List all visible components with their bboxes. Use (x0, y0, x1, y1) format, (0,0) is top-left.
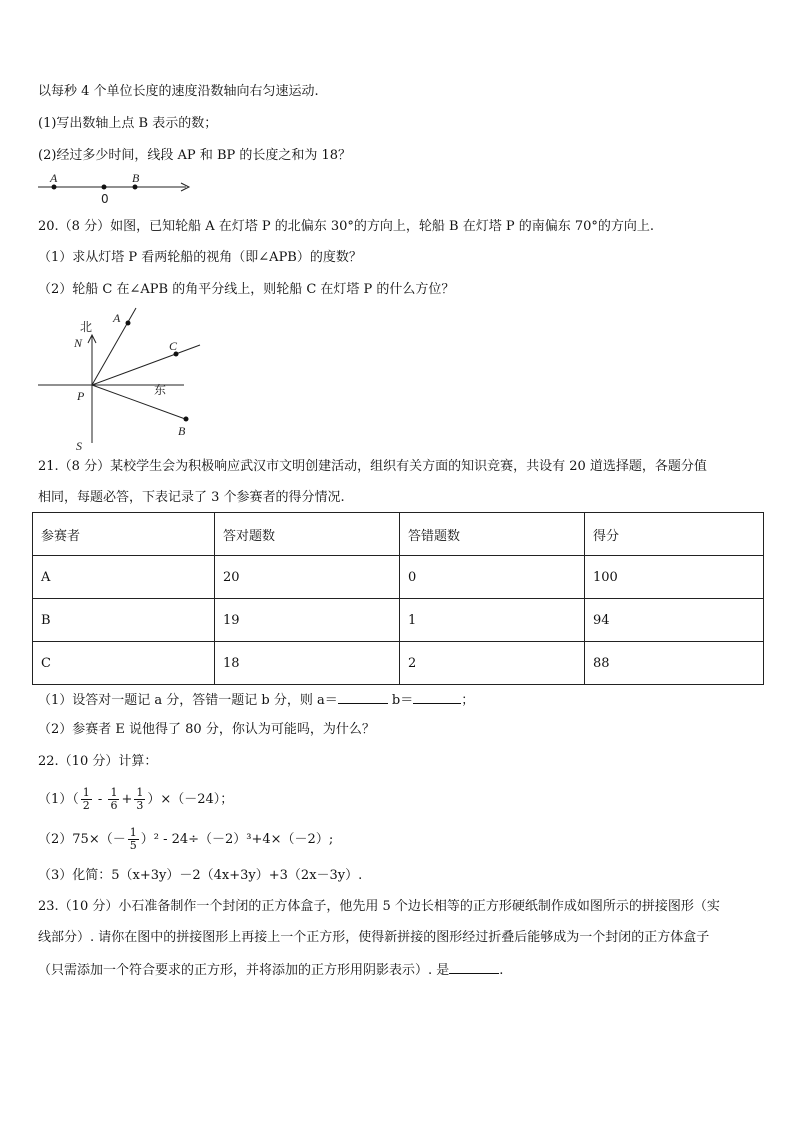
answer-blank-b[interactable] (413, 691, 461, 704)
point-b-label: B (132, 171, 140, 185)
origin-label: 0 (101, 192, 109, 206)
fraction-denominator: 6 (110, 799, 118, 812)
table-header-cell: 答错题数 (400, 513, 585, 556)
table-cell: 0 (400, 556, 585, 599)
fraction-numerator: 1 (136, 786, 144, 799)
table-cell: 100 (585, 556, 764, 599)
south-label: S (76, 439, 82, 453)
table-cell: 94 (585, 599, 764, 642)
fraction-numerator: 1 (110, 786, 118, 799)
q19-text-line: 以每秒 4 个单位长度的速度沿数轴向右匀速运动. (38, 84, 319, 99)
point-a-dot (52, 185, 57, 190)
q22-p2-suffix: ）² - 24÷（－2）³+4×（－2）; (140, 832, 334, 847)
q19-part1: (1)写出数轴上点 B 表示的数； (38, 116, 218, 131)
q22-p1-prefix: （1）（ (38, 792, 79, 807)
q23-text-line2: 线部分）. 请你在图中的拼接图形上再接上一个正方形，使得新拼接的图形经过折叠后能够成为一个封闭的正方体盒子 (38, 930, 710, 945)
fraction (128, 827, 139, 852)
q20-stem: 20.（8 分）如图，已知轮船 A 在灯塔 P 的北偏东 30°的方向上，轮船 B 在灯塔 P 的南偏东 70°的方向上. (38, 219, 655, 234)
q22-p1-suffix: ）×（－24）； (147, 792, 234, 807)
east-cn-label: 东 (154, 383, 167, 397)
fraction-denominator: 2 (82, 799, 90, 812)
q22-p2-prefix: （2）75×（－ (38, 832, 126, 847)
q21-stem-line2: 相同，每题必答，下表记录了 3 个参赛者的得分情况. (38, 490, 345, 505)
fraction (134, 787, 145, 812)
point-origin-dot (102, 185, 107, 190)
north-cn-label: 北 (80, 320, 93, 334)
table-header-cell: 参赛者 (33, 513, 215, 556)
ship-b-dot (184, 417, 189, 422)
q23-line3-end: . (499, 963, 504, 978)
number-line-figure (36, 170, 196, 206)
fraction-denominator: 3 (136, 799, 144, 812)
q22-part1 (38, 778, 233, 822)
fraction (81, 787, 92, 812)
ray-pc (92, 345, 200, 385)
q21-stem-line1: 21.（8 分）某校学生会为积极响应武汉市文明创建活动，组织有关方面的知识竞赛，共设有 20 道选择题，各题分值 (38, 459, 707, 474)
fraction-denominator: 5 (129, 839, 137, 852)
q23-line3-text: （只需添加一个符合要求的正方形，并将添加的正方形用阴影表示）. 是 (38, 963, 450, 978)
ray-pb (92, 385, 188, 420)
fraction-numerator: 1 (82, 786, 90, 799)
q21-part2: （2）参赛者 E 说他得了 80 分，你认为可能吗，为什么？ (38, 722, 375, 737)
table-cell: 88 (585, 642, 764, 685)
q22-p1-op2: + (121, 792, 133, 807)
answer-blank-q23[interactable] (449, 961, 499, 974)
table-cell: 20 (215, 556, 400, 599)
table-cell: A (33, 556, 215, 599)
table-row (33, 556, 764, 599)
north-label: N (74, 336, 83, 350)
table-cell: B (33, 599, 215, 642)
q21-part1 (38, 691, 474, 709)
q20-part1: （1）求从灯塔 P 看两轮船的视角（即∠APB）的度数？ (38, 250, 362, 265)
table-cell: 2 (400, 642, 585, 685)
q23-text-line1: 23.（10 分）小石准备制作一个封闭的正方体盒子，他先用 5 个边长相等的正方形硬纸制作成如图所示的拼接图形（实 (38, 899, 720, 914)
table-cell: C (33, 642, 215, 685)
fraction (108, 787, 119, 812)
table-header-row (33, 513, 764, 556)
point-a-label: A (50, 171, 58, 185)
c-label: C (169, 339, 178, 353)
compass-figure (36, 305, 216, 455)
p-label: P (77, 389, 85, 403)
table-cell: 18 (215, 642, 400, 685)
fraction-numerator: 1 (129, 826, 137, 839)
q22-stem: 22.（10 分）计算： (38, 754, 158, 769)
b-label: B (178, 424, 186, 438)
ship-a-dot (126, 321, 131, 326)
table-row (33, 642, 764, 685)
q23-text-line3 (38, 961, 503, 979)
table-header-cell: 得分 (585, 513, 764, 556)
table-cell: 1 (400, 599, 585, 642)
score-table (32, 512, 764, 685)
q19-part2: (2)经过多少时间，线段 AP 和 BP 的长度之和为 18？ (38, 148, 352, 163)
table-row (33, 599, 764, 642)
a-label: A (113, 311, 121, 325)
q21-part1-a-text: （1）设答对一题记 a 分，答错一题记 b 分，则 a＝ (38, 693, 338, 708)
q22-p1-op1: - (93, 792, 107, 807)
table-cell: 19 (215, 599, 400, 642)
q20-part2: （2）轮船 C 在∠APB 的角平分线上，则轮船 C 在灯塔 P 的什么方位？ (38, 282, 455, 297)
answer-blank-a[interactable] (338, 691, 388, 704)
point-b-dot (133, 185, 138, 190)
table-header-cell: 答对题数 (215, 513, 400, 556)
q21-part1-end: ； (461, 693, 475, 708)
q22-part3: （3）化简：5（x+3y）－2（4x+3y）+3（2x－3y）. (38, 868, 363, 883)
q21-part1-b-text: b＝ (391, 693, 414, 708)
q22-part2 (38, 818, 333, 862)
